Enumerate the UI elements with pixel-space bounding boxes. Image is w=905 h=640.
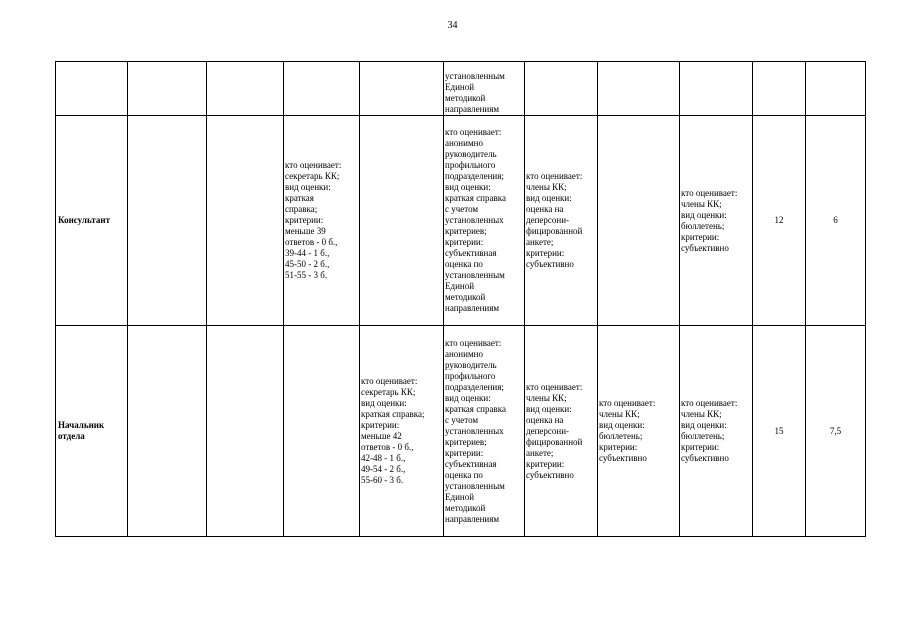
table-cell: кто оценивает: секретарь КК; вид оценки: краткая справка; критерии: меньше 42 ответов - 0 б., 42-48 - 1 б., 49-54 - 2 б., 55-60 - 3 б. — [360, 326, 444, 537]
table-cell — [128, 62, 207, 116]
page-number: 34 — [447, 20, 458, 31]
table-cell — [207, 116, 284, 326]
score-cell — [806, 62, 866, 116]
table-cell: кто оценивает: члены КК; вид оценки: бюллетень; критерии: субъективно — [598, 326, 680, 537]
table-cell: установленным Единой методикой направлениям — [444, 62, 525, 116]
table-cell — [598, 62, 680, 116]
table-cell — [680, 62, 753, 116]
table-cell: кто оценивает: анонимно руководитель профильного подразделения; вид оценки: краткая справка с учетом установленных критериев; критерии: субъективная оценка по установленным Единой методикой направлениям — [444, 116, 525, 326]
assessment-table — [55, 61, 866, 537]
role-cell: Начальник отдела — [56, 326, 128, 537]
score-cell: 12 — [753, 116, 806, 326]
table-cell — [360, 62, 444, 116]
score-cell — [753, 62, 806, 116]
table-cell: кто оценивает: анонимно руководитель профильного подразделения; вид оценки: краткая справка с учетом установленных критериев; критерии: субъективная оценка по установленным Единой методикой направлениям — [444, 326, 525, 537]
table-cell — [360, 116, 444, 326]
table-cell — [598, 116, 680, 326]
table-cell: кто оценивает: члены КК; вид оценки: бюллетень; критерии: субъективно — [680, 326, 753, 537]
table-row — [56, 326, 866, 537]
table-cell: кто оценивает: члены КК; вид оценки: оценка на деперсони- фицированной анкете; критерии: субъективно — [525, 326, 598, 537]
score-cell: 7,5 — [806, 326, 866, 537]
table-cell: кто оценивает: члены КК; вид оценки: оценка на деперсони- фицированной анкете; критерии: субъективно — [525, 116, 598, 326]
table-row — [56, 62, 866, 116]
table-cell — [128, 326, 207, 537]
role-cell — [56, 62, 128, 116]
table-cell — [207, 326, 284, 537]
table-cell — [284, 62, 360, 116]
role-cell: Консультант — [56, 116, 128, 326]
table-cell: кто оценивает: члены КК; вид оценки: бюллетень; критерии: субъективно — [680, 116, 753, 326]
score-cell: 6 — [806, 116, 866, 326]
score-cell: 15 — [753, 326, 806, 537]
table-cell — [525, 62, 598, 116]
table-cell — [207, 62, 284, 116]
table-cell: кто оценивает: секретарь КК; вид оценки: краткая справка; критерии: меньше 39 ответов - 0 б., 39-44 - 1 б., 45-50 - 2 б., 51-55 - 3 б. — [284, 116, 360, 326]
table-row — [56, 116, 866, 326]
table-cell — [284, 326, 360, 537]
table-cell — [128, 116, 207, 326]
